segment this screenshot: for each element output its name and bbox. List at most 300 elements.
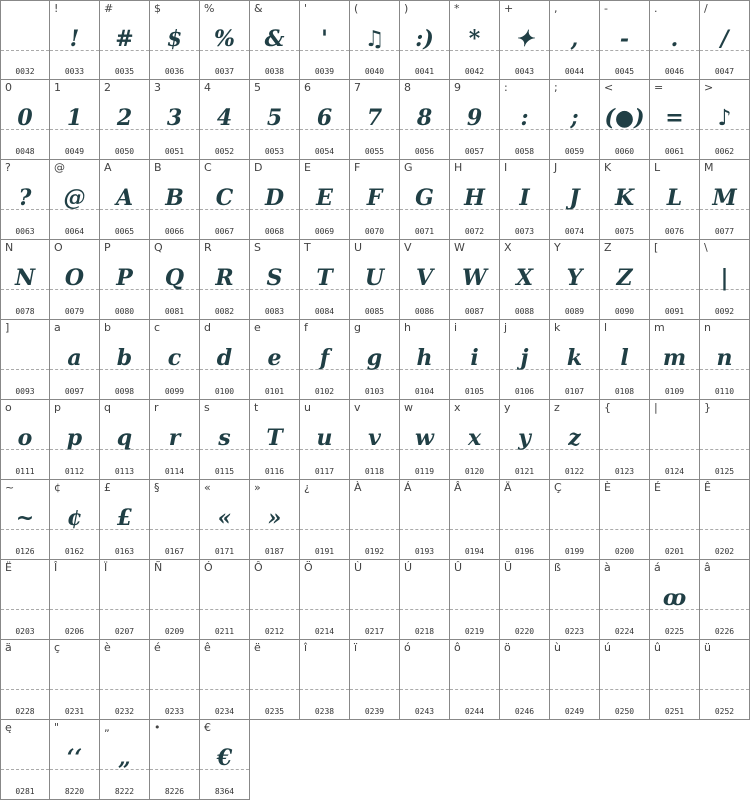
glyph-cell-code: 0119: [414, 467, 435, 476]
glyph-sample: m: [662, 345, 687, 371]
glyph-cell-code: 0076: [664, 227, 685, 236]
glyph-cell-character: o: [5, 401, 12, 414]
glyph-cell-code: 0039: [314, 67, 335, 76]
glyph-cell-code: 0111: [15, 467, 35, 476]
glyph-sample: @: [63, 185, 86, 211]
glyph-cell: [250, 400, 300, 480]
glyph-sample: i: [470, 345, 479, 371]
glyph-cell-character: j: [504, 321, 508, 334]
glyph-cell-code: 0050: [114, 147, 135, 156]
glyph-cell-character: N: [5, 241, 14, 254]
glyph-cell-character: û: [654, 641, 661, 654]
glyph-cell: [650, 640, 700, 720]
glyph-cell-character: R: [204, 241, 212, 254]
glyph-cell: [550, 640, 600, 720]
glyph-sample: S: [266, 265, 283, 291]
glyph-sample: 4: [216, 105, 233, 131]
glyph-cell-character: Ë: [5, 561, 12, 574]
glyph-sample: R: [215, 265, 234, 291]
glyph-cell: [600, 640, 650, 720]
glyph-cell-character: é: [154, 641, 161, 654]
glyph-cell: [500, 480, 550, 560]
glyph-cell-character: Ê: [704, 481, 711, 494]
glyph-sample: [550, 576, 599, 620]
glyph-cell: [200, 560, 250, 640]
glyph-cell: [200, 160, 250, 240]
glyph-cell: [50, 80, 100, 160]
glyph-cell: [600, 480, 650, 560]
glyph-cell-code: 0117: [314, 467, 335, 476]
glyph-cell: [400, 480, 450, 560]
glyph-cell-code: 0035: [114, 67, 135, 76]
glyph-cell-character: W: [454, 241, 465, 254]
glyph-cell: [350, 160, 400, 240]
glyph-cell: [50, 400, 100, 480]
glyph-cell-code: 0199: [564, 547, 585, 556]
glyph-cell-code: 0053: [264, 147, 285, 156]
glyph-sample: *: [468, 26, 481, 52]
glyph-cell: [650, 80, 700, 160]
glyph-cell-code: 0224: [614, 627, 635, 636]
glyph-cell: [600, 0, 650, 80]
glyph-cell-character: ,: [554, 2, 558, 15]
glyph-sample: u: [316, 425, 333, 451]
glyph-sample: W: [462, 265, 487, 291]
glyph-sample: ': [321, 26, 328, 52]
glyph-cell: [300, 480, 350, 560]
glyph-sample: !: [69, 26, 80, 52]
glyph-cell-code: 0091: [664, 307, 685, 316]
glyph-cell-code: 0203: [15, 627, 35, 636]
glyph-cell: [350, 480, 400, 560]
glyph-sample: [600, 656, 649, 700]
glyph-cell: [650, 0, 700, 80]
glyph-cell-character: :: [504, 81, 508, 94]
glyph-cell-character: L: [654, 161, 661, 174]
glyph-cell-code: 0110: [714, 387, 735, 396]
glyph-cell: [250, 80, 300, 160]
glyph-cell: [350, 0, 400, 80]
glyph-cell: [300, 80, 350, 160]
glyph-cell: [700, 240, 750, 320]
glyph-cell-character: È: [604, 481, 611, 494]
glyph-cell: [450, 480, 500, 560]
glyph-cell-code: 0211: [214, 627, 235, 636]
glyph-sample: v: [368, 425, 381, 451]
glyph-cell-character: Ï: [104, 561, 108, 574]
glyph-sample: Z: [616, 265, 633, 291]
glyph-cell: [400, 320, 450, 400]
glyph-cell: [0, 480, 50, 560]
glyph-cell-character: q: [104, 401, 111, 414]
glyph-cell-code: 0055: [364, 147, 385, 156]
glyph-cell: [0, 80, 50, 160]
glyph-cell: [500, 560, 550, 640]
glyph-cell-code: 0207: [114, 627, 135, 636]
glyph-cell-code: 0163: [114, 547, 135, 556]
glyph-cell-character: Ó: [204, 561, 213, 574]
glyph-sample: [650, 656, 699, 700]
glyph-sample: %: [214, 26, 235, 52]
glyph-cell: [0, 560, 50, 640]
glyph-cell-code: 0045: [614, 67, 635, 76]
glyph-cell: [500, 0, 550, 80]
glyph-cell-character: ¢: [54, 481, 61, 494]
glyph-sample: [500, 656, 549, 700]
glyph-cell: [250, 480, 300, 560]
glyph-sample: z: [568, 425, 581, 451]
glyph-cell-character: Ô: [254, 561, 263, 574]
glyph-cell-code: 0101: [264, 387, 285, 396]
glyph-cell: [100, 400, 150, 480]
glyph-cell: [700, 160, 750, 240]
glyph-sample: O: [64, 265, 85, 291]
glyph-cell-code: 0118: [364, 467, 385, 476]
glyph-sample: 6: [316, 105, 333, 131]
glyph-sample: J: [569, 185, 580, 211]
glyph-cell-character: .: [654, 2, 658, 15]
glyph-cell-code: 0060: [614, 147, 635, 156]
glyph-cell: [500, 320, 550, 400]
glyph-cell: [150, 320, 200, 400]
glyph-cell: [300, 320, 350, 400]
glyph-cell-code: 0113: [114, 467, 135, 476]
glyph-cell-code: 0194: [464, 547, 485, 556]
glyph-sample: r: [168, 425, 181, 451]
glyph-cell-code: 0115: [214, 467, 235, 476]
glyph-cell-code: 0046: [664, 67, 685, 76]
glyph-cell: [0, 240, 50, 320]
glyph-cell-code: 0226: [714, 627, 735, 636]
glyph-sample: [450, 576, 499, 620]
glyph-sample: y: [518, 425, 531, 451]
glyph-cell: [250, 0, 300, 80]
glyph-cell: [450, 560, 500, 640]
glyph-cell-code: 0243: [414, 707, 435, 716]
glyph-cell-character: á: [654, 561, 661, 574]
glyph-cell-character: •: [154, 721, 161, 734]
glyph-sample: €: [216, 745, 233, 771]
glyph-sample: [650, 496, 699, 540]
glyph-cell-character: É: [654, 481, 661, 494]
glyph-cell-character: €: [204, 721, 211, 734]
glyph-cell-character: I: [504, 161, 508, 174]
glyph-cell-character: c: [154, 321, 161, 334]
glyph-cell-character: 9: [454, 81, 461, 94]
glyph-cell-character: Ö: [304, 561, 313, 574]
glyph-cell: [550, 160, 600, 240]
glyph-sample: -: [619, 26, 630, 52]
glyph-sample: [150, 496, 199, 540]
glyph-sample: s: [218, 425, 231, 451]
glyph-sample: 9: [466, 105, 483, 131]
glyph-cell-character: d: [204, 321, 211, 334]
glyph-sample: j: [520, 345, 529, 371]
glyph-cell-character: 6: [304, 81, 311, 94]
glyph-cell: [400, 560, 450, 640]
glyph-sample: |: [720, 265, 729, 291]
glyph-cell: [600, 400, 650, 480]
glyph-cell-character: Û: [454, 561, 463, 574]
glyph-cell-code: 0206: [64, 627, 85, 636]
glyph-cell-character: »: [254, 481, 261, 494]
glyph-cell: [700, 560, 750, 640]
glyph-cell-character: h: [404, 321, 411, 334]
glyph-cell-character: K: [604, 161, 612, 174]
glyph-sample: 2: [116, 105, 133, 131]
glyph-sample: ✦: [515, 26, 534, 52]
glyph-cell-character: m: [654, 321, 665, 334]
glyph-sample: A: [115, 185, 134, 211]
glyph-sample: [450, 656, 499, 700]
glyph-cell-code: 0075: [614, 227, 635, 236]
glyph-cell: [150, 640, 200, 720]
glyph-cell-character: Ü: [504, 561, 513, 574]
glyph-cell-code: 0033: [64, 67, 85, 76]
glyph-cell: [350, 560, 400, 640]
glyph-cell-character: C: [204, 161, 212, 174]
glyph-cell-character: ]: [5, 321, 10, 334]
glyph-cell-code: 0058: [514, 147, 535, 156]
glyph-sample: ¢: [66, 505, 83, 531]
glyph-cell-character: =: [654, 81, 664, 94]
glyph-sample: p: [66, 425, 83, 451]
glyph-cell-character: ù: [554, 641, 561, 654]
glyph-cell-character: ~: [5, 481, 15, 494]
glyph-cell-character: ü: [704, 641, 711, 654]
glyph-cell-code: 0252: [714, 707, 735, 716]
glyph-cell-code: 0108: [614, 387, 635, 396]
glyph-sample: ;: [570, 105, 579, 131]
glyph-cell-code: 0250: [614, 707, 635, 716]
glyph-cell-code: 0234: [214, 707, 235, 716]
glyph-sample: [1, 656, 49, 700]
glyph-cell-code: 0097: [64, 387, 85, 396]
glyph-cell-character: /: [704, 2, 708, 15]
glyph-cell-character: Q: [154, 241, 163, 254]
glyph-cell: [350, 80, 400, 160]
glyph-sample: Y: [566, 265, 583, 291]
glyph-cell: [500, 80, 550, 160]
glyph-sample: l: [620, 345, 629, 371]
glyph-sample: 3: [166, 105, 183, 131]
glyph-cell-code: 8222: [114, 787, 135, 796]
glyph-cell: [450, 80, 500, 160]
glyph-cell-code: 0040: [364, 67, 385, 76]
glyph-cell-code: 0167: [164, 547, 185, 556]
glyph-cell-code: 0122: [564, 467, 585, 476]
glyph-cell: [150, 560, 200, 640]
glyph-cell: [400, 640, 450, 720]
glyph-cell-character: 8: [404, 81, 411, 94]
glyph-cell-code: 0087: [464, 307, 485, 316]
glyph-sample: a: [67, 345, 82, 371]
glyph-cell-code: 0219: [464, 627, 485, 636]
glyph-cell-code: 0281: [15, 787, 35, 796]
glyph-cell: [450, 240, 500, 320]
glyph-cell-character: (: [354, 2, 359, 15]
glyph-cell-code: 8226: [164, 787, 185, 796]
glyph-sample: N: [14, 265, 36, 291]
glyph-cell-character: Ç: [554, 481, 562, 494]
glyph-sample: 1: [66, 105, 83, 131]
glyph-cell-code: 0105: [464, 387, 485, 396]
glyph-sample: [50, 656, 99, 700]
glyph-cell-code: 0125: [714, 467, 735, 476]
glyph-cell-character: ó: [404, 641, 411, 654]
glyph-cell: [600, 320, 650, 400]
glyph-cell: [100, 560, 150, 640]
glyph-cell-character: e: [254, 321, 261, 334]
glyph-cell-code: 0233: [164, 707, 185, 716]
glyph-cell-character: i: [454, 321, 458, 334]
glyph-cell: [200, 720, 250, 800]
glyph-sample: [600, 576, 649, 620]
glyph-cell-code: 0162: [64, 547, 85, 556]
glyph-cell-character: ë: [254, 641, 261, 654]
glyph-cell: [50, 640, 100, 720]
glyph-cell-character: ú: [604, 641, 611, 654]
glyph-sample: o: [17, 425, 33, 451]
glyph-sample: [400, 576, 449, 620]
glyph-cell-character: !: [54, 2, 59, 15]
glyph-cell-code: 0090: [614, 307, 635, 316]
glyph-sample: [350, 576, 399, 620]
glyph-cell-character: {: [604, 401, 611, 414]
glyph-cell-code: 0059: [564, 147, 585, 156]
glyph-sample: ,: [570, 26, 579, 52]
glyph-cell-character: P: [104, 241, 111, 254]
glyph-cell-code: 0072: [464, 227, 485, 236]
glyph-cell-code: 0104: [414, 387, 435, 396]
glyph-cell: [600, 80, 650, 160]
glyph-cell-code: 0192: [364, 547, 385, 556]
glyph-cell: [300, 640, 350, 720]
glyph-cell: [350, 240, 400, 320]
glyph-cell: [700, 320, 750, 400]
glyph-sample: x: [467, 425, 482, 451]
glyph-cell-code: 0251: [664, 707, 685, 716]
glyph-cell-character: y: [504, 401, 511, 414]
glyph-sample: L: [666, 185, 683, 211]
glyph-cell-code: 0078: [15, 307, 35, 316]
glyph-cell-code: 0239: [364, 707, 385, 716]
glyph-sample: F: [366, 185, 383, 211]
glyph-cell-character: >: [704, 81, 714, 94]
glyph-cell-code: 0246: [514, 707, 535, 716]
glyph-cell-code: 0073: [514, 227, 535, 236]
glyph-cell: [50, 320, 100, 400]
glyph-cell: [300, 400, 350, 480]
glyph-sample: B: [165, 185, 184, 211]
glyph-cell-code: 0217: [364, 627, 385, 636]
glyph-cell-code: 0121: [514, 467, 535, 476]
glyph-cell: [200, 640, 250, 720]
glyph-cell-character: l: [604, 321, 608, 334]
glyph-sample: [200, 576, 249, 620]
glyph-cell-character: À: [354, 481, 362, 494]
glyph-cell: [600, 160, 650, 240]
glyph-cell-character: ': [304, 2, 308, 15]
glyph-cell: [0, 640, 50, 720]
glyph-sample: (●): [604, 105, 645, 131]
glyph-cell-character: a: [54, 321, 61, 334]
glyph-cell: [250, 560, 300, 640]
glyph-cell-character: +: [504, 2, 514, 15]
glyph-cell-character: *: [454, 2, 460, 15]
glyph-cell-code: 0063: [15, 227, 35, 236]
glyph-cell-code: 0116: [264, 467, 285, 476]
glyph-sample: [1, 336, 49, 380]
glyph-sample: E: [316, 185, 333, 211]
glyph-cell-character: Ù: [354, 561, 363, 574]
glyph-cell-character: ê: [204, 641, 211, 654]
glyph-cell-code: 0249: [564, 707, 585, 716]
glyph-sample: »: [267, 505, 282, 531]
glyph-cell-code: 0244: [464, 707, 485, 716]
glyph-cell: [650, 240, 700, 320]
glyph-sample: M: [712, 185, 737, 211]
glyph-cell: [100, 720, 150, 800]
glyph-cell: [50, 480, 100, 560]
glyph-cell-character: ;: [554, 81, 558, 94]
glyph-sample: [500, 496, 549, 540]
glyph-cell: [550, 560, 600, 640]
glyph-sample: =: [665, 105, 684, 131]
glyph-sample: [550, 656, 599, 700]
glyph-sample: &: [264, 26, 285, 52]
glyph-cell-character: £: [104, 481, 111, 494]
glyph-cell-code: 0064: [64, 227, 85, 236]
glyph-cell-character: 3: [154, 81, 161, 94]
glyph-cell-character: ¿: [304, 481, 310, 494]
glyph-cell-character: §: [154, 481, 160, 494]
glyph-sample: [50, 576, 99, 620]
glyph-cell-code: 0057: [464, 147, 485, 156]
glyph-cell: [0, 0, 50, 80]
glyph-sample: ~: [15, 505, 35, 531]
glyph-sample: f: [319, 345, 330, 371]
glyph-cell: [700, 400, 750, 480]
glyph-cell: [150, 80, 200, 160]
glyph-cell-character: ô: [454, 641, 461, 654]
glyph-cell-character: J: [554, 161, 558, 174]
glyph-cell-code: 0038: [264, 67, 285, 76]
glyph-cell: [350, 320, 400, 400]
glyph-sample: [550, 496, 599, 540]
glyph-sample: ♫: [364, 26, 385, 52]
glyph-sample: [150, 736, 199, 780]
glyph-cell-character: è: [104, 641, 111, 654]
glyph-cell-character: A: [104, 161, 112, 174]
glyph-cell-code: 0083: [264, 307, 285, 316]
glyph-cell: [50, 720, 100, 800]
glyph-cell-code: 0092: [714, 307, 735, 316]
glyph-cell-code: 0109: [664, 387, 685, 396]
glyph-sample: G: [415, 185, 434, 211]
glyph-sample: «: [217, 505, 232, 531]
glyph-cell-character: s: [204, 401, 210, 414]
glyph-sample: ?: [18, 185, 32, 211]
glyph-cell-code: 0041: [414, 67, 435, 76]
glyph-sample: [250, 576, 299, 620]
glyph-cell-character: ç: [54, 641, 61, 654]
glyph-sample: 8: [416, 105, 433, 131]
glyph-cell-character: x: [454, 401, 461, 414]
glyph-cell-code: 8364: [214, 787, 235, 796]
glyph-cell: [400, 0, 450, 80]
glyph-cell-character: à: [604, 561, 611, 574]
